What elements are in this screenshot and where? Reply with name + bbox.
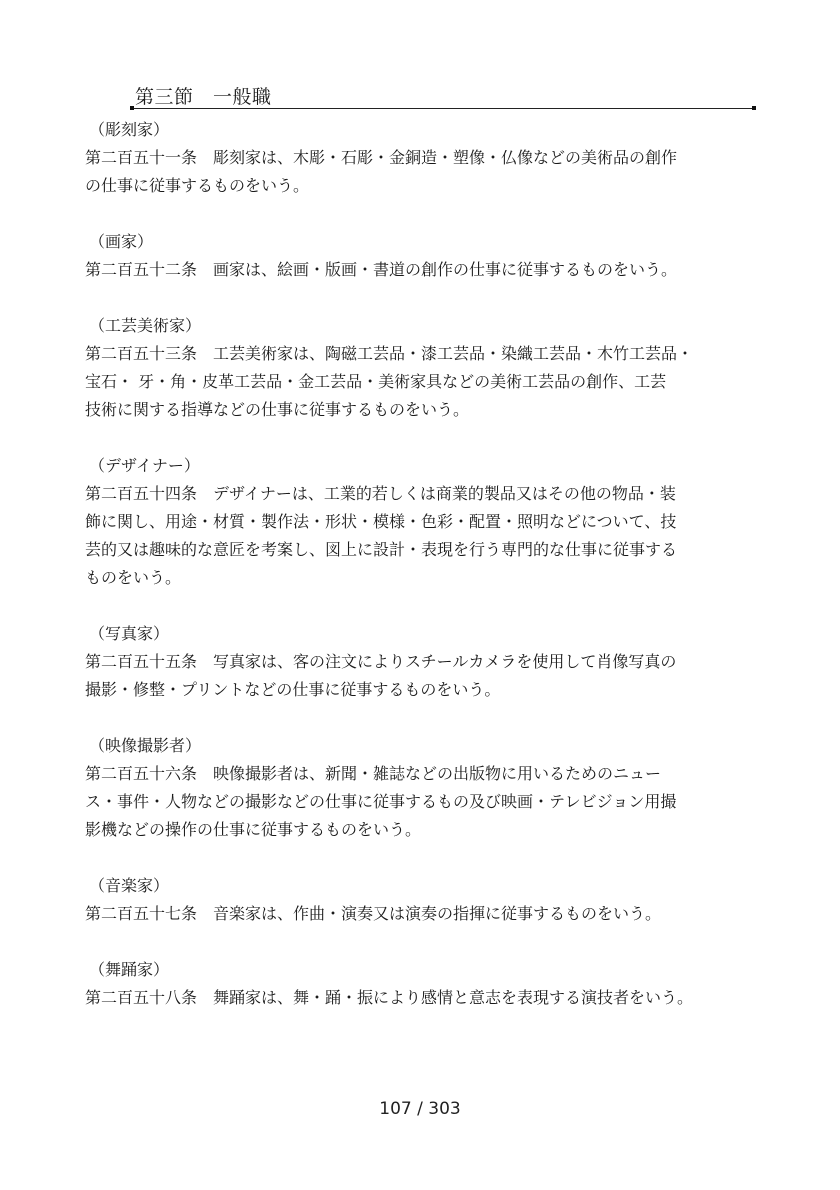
article-256	[85, 732, 765, 844]
article-254	[85, 452, 765, 592]
page-number: 107 / 303	[379, 1099, 461, 1119]
article-255	[85, 620, 765, 704]
articles-list	[85, 116, 765, 1040]
section-header	[131, 86, 755, 112]
article-251	[85, 116, 765, 200]
header-rule-right-marker	[752, 106, 756, 110]
article-body: 第二百五十四条 デザイナーは、工業的若しくは商業的製品又はその他の物品・装 飾に関し、用途・材質・製作法・形状・模様・色彩・配置・照明などについて、技 芸的又は趣味的な意匠を考案し、図上に設計・表現を行う専門的な仕事に従事する ものをいう。	[85, 484, 678, 587]
article-body: 第二百五十五条 写真家は、客の注文によりスチールカメラを使用して肖像写真の 撮影・修整・プリントなどの仕事に従事するものをいう。	[85, 652, 677, 699]
article-heading: （舞踊家）	[89, 960, 170, 979]
article-body: 第二百五十三条 工芸美術家は、陶磁工芸品・漆工芸品・染織工芸品・木竹工芸品・ 宝石・ 牙・角・皮革工芸品・金工芸品・美術家具などの美術工芸品の創作、工芸 技術に関する指導などの仕事に従事するものをいう。	[85, 344, 694, 419]
header-rule-left-marker	[130, 106, 134, 110]
article-252	[85, 228, 765, 284]
article-body: 第二百五十七条 音楽家は、作曲・演奏又は演奏の指揮に従事するものをいう。	[85, 904, 662, 923]
article-heading: （音楽家）	[89, 876, 170, 895]
section-title: 第三節 一般職	[135, 86, 272, 108]
article-heading: （彫刻家）	[89, 120, 170, 139]
article-253	[85, 312, 765, 424]
article-body: 第二百五十六条 映像撮影者は、新聞・雑誌などの出版物に用いるためのニュー ス・事件・人物などの撮影などの仕事に従事するもの及び映画・テレビジョン用撮 影機などの操作の仕事に従事するものをいう。	[85, 764, 677, 839]
article-heading: （画家）	[89, 232, 154, 251]
article-heading: （写真家）	[89, 624, 170, 643]
article-257	[85, 872, 765, 928]
article-body: 第二百五十一条 彫刻家は、木彫・石彫・金銅造・塑像・仏像などの美術品の創作 の仕事に従事するものをいう。	[85, 148, 678, 195]
article-body: 第二百五十八条 舞踊家は、舞・踊・振により感情と意志を表現する演技者をいう。	[85, 988, 694, 1007]
header-rule	[131, 108, 755, 109]
article-258	[85, 956, 765, 1012]
article-heading: （映像撮影者）	[89, 736, 202, 755]
article-heading: （工芸美術家）	[89, 316, 202, 335]
article-body: 第二百五十二条 画家は、絵画・版画・書道の創作の仕事に従事するものをいう。	[85, 260, 678, 279]
article-heading: （デザイナー）	[89, 456, 200, 475]
